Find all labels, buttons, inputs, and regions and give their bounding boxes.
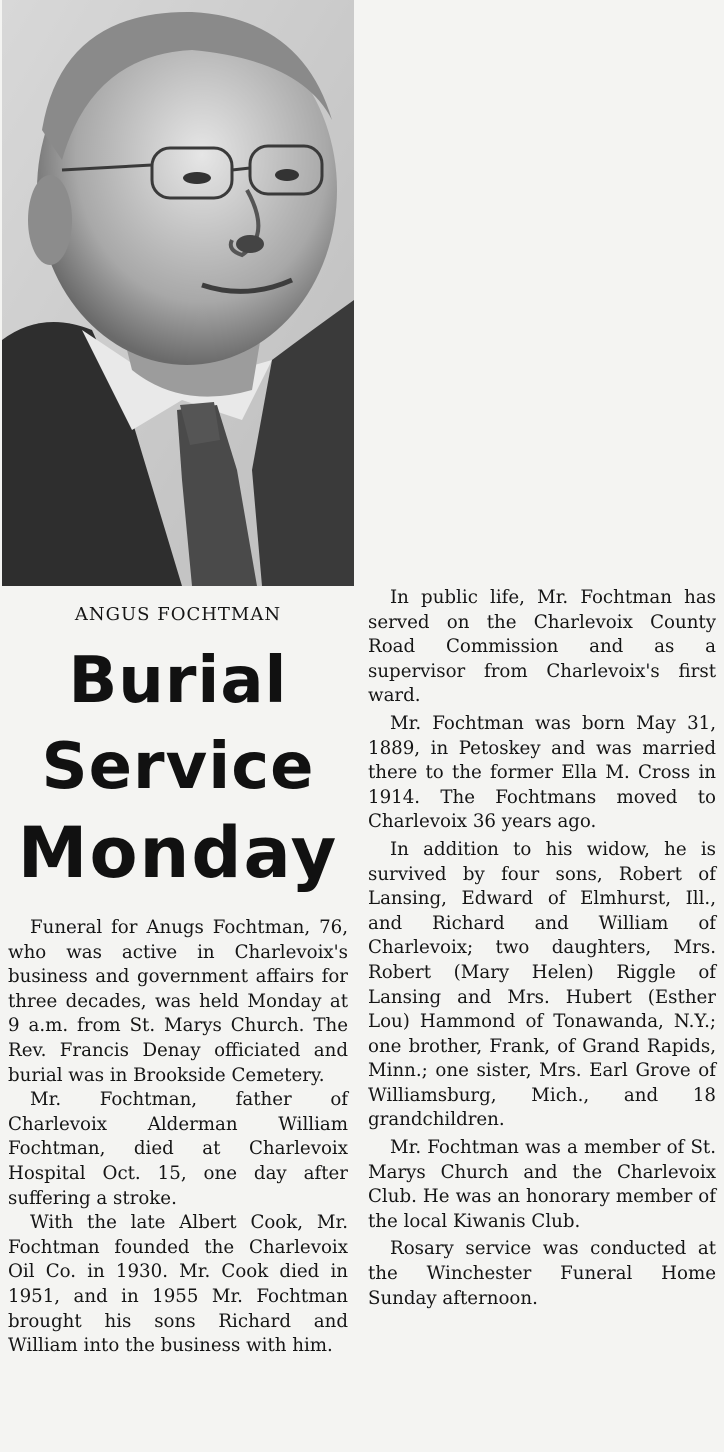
left-column bbox=[8, 586, 348, 1359]
paragraph: In public life, Mr. Fochtman has served on the Charlevoix County Road Commission and as a supervisor from Charlevoix's first ward. bbox=[368, 587, 716, 707]
paragraph: Rosary service was conducted at the Winchester Funeral Home Sunday afternoon. bbox=[368, 1238, 716, 1309]
photo-caption: ANGUS FOCHTMAN bbox=[74, 604, 282, 625]
headline-line-1: Burial bbox=[68, 644, 288, 718]
paragraph: Mr. Fochtman was a member of St. Marys Church and the Charlevoix Club. He was an honorary member of the local Kiwanis Club. bbox=[368, 1137, 716, 1232]
portrait-photo bbox=[2, 0, 354, 586]
right-column-body bbox=[368, 586, 716, 1311]
paragraph: Mr. Fochtman was born May 31, 1889, in Petoskey and was married there to the former Ella M. Cross in 1914. The Fochtmans moved to Charlevoix 36 years ago. bbox=[368, 712, 716, 833]
headline bbox=[8, 638, 348, 896]
paragraph: Mr. Fochtman, father of Charlevoix Alderman William Fochtman, died at Charlevoix Hospital Oct. 15, one day after suffering a stroke. bbox=[8, 1089, 348, 1209]
paragraph: In addition to his widow, he is survived by four sons, Robert of Lansing, Edward of Elmhurst, Ill., and Richard and William of Charlevoix; two daughters, Mrs. Robert (Mary Helen) Riggle of Lansing and Mrs. Hubert (Esther Lou) Hammond of Tonawanda, N.Y.; one brother, Frank, of Grand Rapids, Minn.; one sister, Mrs. Earl Grove of Williamsburg, Mich., and 18 grandchildren. bbox=[368, 838, 716, 1131]
right-column bbox=[368, 586, 716, 1314]
paragraph: With the late Albert Cook, Mr. Fochtman founded the Charlevoix Oil Co. in 1930. Mr. Cook died in 1951, and in 1955 Mr. Fochtman brought his sons Richard and William into the business with him. bbox=[8, 1212, 348, 1357]
headline-line-2: Service bbox=[41, 730, 315, 804]
paragraph: Funeral for Anugs Fochtman, 76, who was active in Charlevoix's business and government affairs for three decades, was held Monday at 9 a.m. from St. Marys Church. The Rev. Francis Denay officiated and burial was in Brookside Cemetery. bbox=[8, 917, 348, 1086]
left-column-body bbox=[8, 916, 348, 1359]
portrait-illustration bbox=[2, 0, 354, 586]
headline-line-3: Monday bbox=[17, 812, 339, 894]
